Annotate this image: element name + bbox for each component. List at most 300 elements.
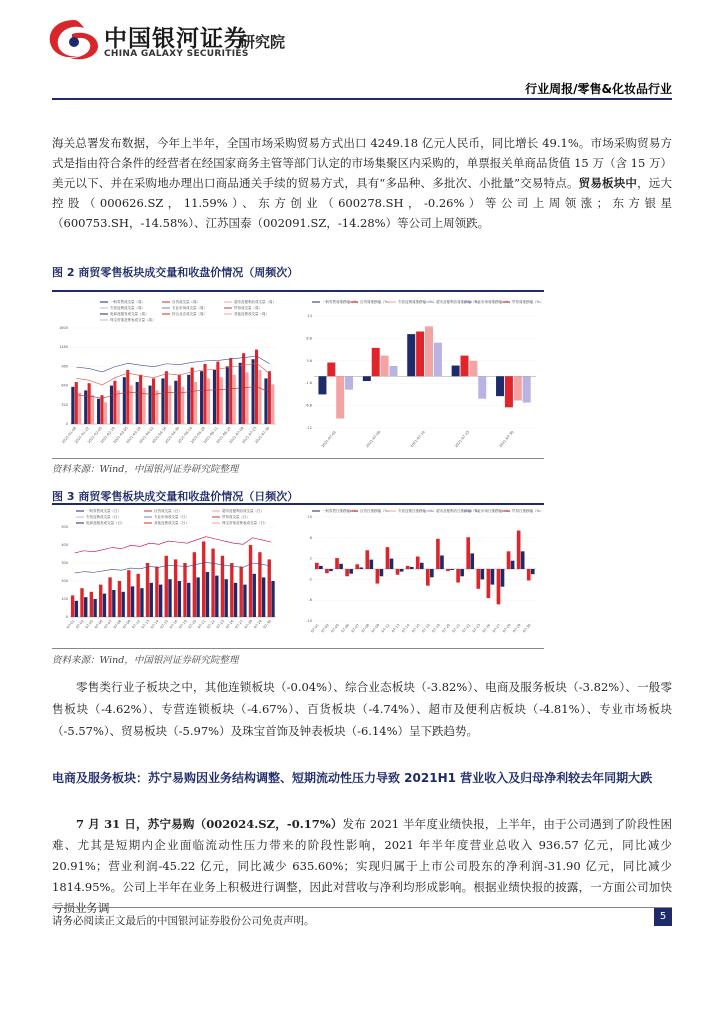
fig3-right-bar [446,569,450,571]
fig3-left-y-tick: 500 [61,525,68,529]
fig3-right-bar [476,569,480,589]
fig3-right-bar [501,569,505,587]
brand-subtitle: 研究院 [240,33,286,51]
fig2-left-bar [126,370,129,424]
paragraph-suning-lead: 7 月 31 日，苏宁易购（002024.SZ，-0.17%） [76,817,343,831]
header-divider [52,98,672,100]
fig3-left-x-tick: 07-30 [262,619,273,630]
fig3-right-legend-label: 专业市场日涨跌幅（%） [474,509,513,514]
fig3-left-x-tick: 07-28 [243,619,254,630]
fig3-left-legend-label: 专营连锁成交量（日） [86,515,121,520]
fig2-right-bar [345,376,353,389]
fig2-right-bar [523,376,531,402]
fig2-right-legend-label: 超市及便利店周涨跌幅（%） [436,300,482,305]
fig2-left-x-tick: 2021-06-11 [202,426,219,445]
fig3-left-bar [202,541,205,617]
fig2-left-bar [268,371,271,424]
fig3-left-x-tick: 07-27 [234,619,244,630]
fig3-right-bar [345,569,349,576]
fig3-right-bar [430,569,434,577]
fig2-right-x-tick: 2021-07-09 [365,430,382,449]
fig3-right-x-tick: 07-22 [461,623,472,634]
fig3-left-legend-label: 百货成交量（日） [154,509,182,514]
fig2-left-bar [213,370,216,424]
fig3-left-x-tick: 07-29 [253,619,263,630]
fig3-left-bar [253,574,256,617]
fig3-left-bar [225,579,228,617]
fig2-left-bar [216,362,219,424]
fig3-right-y-tick: -6 [308,598,312,603]
fig3-right-bar [460,569,464,576]
fig2-left-y-tick: 1600 [59,326,68,330]
fig2-left-legend-label: 贸易成交量（周） [234,306,262,311]
fig2-left-legend-label: 专业市场成交量（周） [172,306,207,311]
fig2-right-y-tick: -1.6 [305,381,312,386]
brand-name: 中国银河证券 [104,26,248,52]
fig2-left-bar [123,377,126,424]
fig2-left-bar [139,375,142,424]
fig2-left-bar [91,395,94,424]
fig2-left-legend-label: 综合业态成交量（周） [172,312,207,317]
fig2-right-y-tick: -12 [306,426,312,430]
fig2-right-y-tick: 3.6 [306,358,312,363]
fig2-left-y-tick: 1280 [59,345,68,350]
fig3-right-x-tick: 07-30 [522,623,532,634]
fig3-left-bar [243,585,246,617]
fig2-left-legend-label: 其他连锁成交量（周） [234,312,269,317]
fig3-left-bar [215,576,218,617]
paragraph-trade-text-a: 海关总署发布数据，今年上半年，全国市场采购贸易方式出口 4249.18 亿元人民币，同比增长 49.1%。市场采购贸易方式是指由符合条件的经营者在经国家商务主管等部门认定的市场集聚区内采购的，单票报关单商品货值 15 万（含 15 万）美元以下、并在采购地办理出口商品通关手续的贸易方式，具有“多品种、多批次、小批量”交易特点。 [52,136,672,190]
fig2-left-x-tick: 2021-04-16 [151,426,168,445]
paragraph-subsectors: 零售类行业子板块之中，其他连锁板块（-0.04%）、综合业态板块（-3.82%）、电商及服务板块（-3.82%）、一般零售板块（-4.62%）、专营连锁板块（-4.67%）、百货板块（-4.74%）、超市及便利店板块（-4.81%）、专业市场板块（-5.57%）、贸易板块（-5.97%）及珠宝首饰及钟表板块（-6.14%）呈下跌趋势。 [52,680,672,738]
fig3-right-x-tick: 07-08 [360,623,371,634]
fig3-right-y-tick: 10 [307,515,312,519]
fig2-right-legend-label: 贸易周涨跌幅（%） [512,300,544,305]
fig2-left-bar [88,383,91,424]
fig2-left-bar [152,378,155,424]
fig3-right-x-tick: 07-27 [491,623,502,634]
fig3-left-bar [80,588,83,617]
fig2-left-chart [56,298,294,454]
fig3-left-legend-label: 珠宝首饰及钟表成交量（日） [222,521,268,526]
fig3-left-legend-label: 其他连锁成交量（日） [154,521,189,526]
fig2-left-bar [194,382,197,424]
fig3-left-bar [122,592,125,617]
fig3-right-bar [527,569,531,580]
fig2-right-bar [505,376,513,407]
fig3-left-bar [234,583,237,617]
fig3-right-legend-label: 贸易日涨跌幅（%） [512,509,544,514]
fig2-right-legend-label: 专业市场周涨跌幅（%） [474,300,513,305]
fig3-left-bar [174,559,177,617]
section-heading: 电商及服务板块：苏宁易购因业务结构调整、短期流动性压力导致 2021H1 营业收入及归母净利较去年同期大跌 [52,771,653,785]
fig3-right-bar [406,566,410,569]
fig3-right-y-tick: -2 [308,577,312,582]
fig2-left-x-tick: 2021-04-02 [138,426,155,445]
fig3-left-x-tick: 07-19 [178,619,188,630]
fig3-left-bar [108,577,111,617]
fig3-right-bar [329,569,333,571]
fig3-left-bar [178,581,181,617]
fig3-right-y-tick: 2 [309,556,312,561]
fig3-right-bar [521,551,525,569]
fig3-left-bar [183,563,186,617]
fig2-right-legend-label: 一般零售周涨跌幅（%） [322,300,361,305]
fig3-right-x-tick: 07-16 [421,623,431,634]
fig3-left-bar [118,581,121,617]
fig2-left-x-tick: 2021-02-19 [99,426,116,445]
fig3-right-legend-label: 百货日涨跌幅（%） [360,509,392,514]
fig2-left-x-tick: 2021-03-05 [112,426,129,445]
fig3-right-bar [370,560,374,569]
fig2-left-bar [226,366,229,424]
fig3-left-bar [75,601,78,617]
fig2-right-bar [336,376,344,418]
fig3-left-bar [71,595,74,617]
fig2-left-bar [200,371,203,424]
fig3-left-bar [150,583,153,617]
fig3-right-bar [440,555,444,569]
fig3-right-x-tick: 07-21 [451,623,462,634]
fig3-right-y-tick: -10 [306,619,312,623]
fig3-left-bar [99,585,102,617]
fig3-left-x-tick: 07-12 [131,619,141,630]
fig3-left-bar [262,577,265,617]
fig2-right-y-tick: 8.8 [306,336,312,341]
fig3-right-bar [380,569,384,576]
fig3-left-y-tick: 100 [61,597,68,601]
fig3-left-bar [230,563,233,617]
fig3-right-bar [426,569,430,586]
fig3-right-bar [450,569,454,570]
figure2-source: 资料来源：Wind，中国银河证券研究院整理 [52,464,239,475]
fig3-left-bar [159,585,162,617]
fig3-left-x-tick: 07-02 [75,619,85,630]
fig2-left-bar [258,370,261,424]
fig3-right-bar [335,558,339,569]
fig3-right-x-tick: 07-26 [481,623,492,634]
fig3-right-bar [400,569,404,572]
figure2-bottom-rule [52,458,544,459]
fig2-left-bar [136,382,139,424]
fig2-left-bar [97,399,100,424]
fig3-left-bar [136,574,139,617]
fig2-left-legend-label: 超市及便利店成交量（周） [234,300,276,305]
fig3-right-x-tick: 07-13 [390,623,401,634]
fig3-right-bar [349,569,353,574]
fig3-left-x-tick: 07-06 [93,619,104,630]
fig3-right-bar [491,569,495,585]
fig3-left-bar [168,579,171,617]
fig2-left-bar [78,393,81,424]
fig2-left-bar [246,372,249,424]
fig3-left-y-tick: 200 [61,579,68,583]
footer-divider [52,907,672,908]
fig3-right-bar [386,547,390,569]
fig3-left-legend-label: 贸易成交量（日） [222,515,250,520]
fig3-right-bar [355,564,359,569]
fig3-right-bar [470,553,474,569]
fig2-left-bar [191,368,194,424]
paragraph-suning-text: 发布 2021 半年度业绩快报，上半年，由于公司遇到了阶段性困难、尤其是短期内企业面临流动性压力带来的阶段性影响，2021 年半年度营业总收入 936.57 亿元，同比减少 20.91%；营业利润-45.22 亿元，同比减少 635.60%；实现归属于上市公司股东的净利润-31.90 亿元，同比减少 1814.95%。公司上半年在业务上积极进行调整，因此对营收与净利均形成影响。根据业绩快报的披露，一方面公司加快亏损业务调 [52,817,673,915]
fig3-left-x-tick: 07-01 [65,619,76,630]
fig3-left-x-tick: 07-26 [225,619,235,630]
fig2-left-x-tick: 2021-07-09 [228,426,245,445]
fig3-right-bar [517,531,521,569]
fig2-left-bar [271,384,274,424]
fig2-right-bar [318,376,326,394]
fig3-right-x-tick: 07-02 [320,623,330,634]
fig3-right-bar [436,539,440,569]
figure3-source: 资料来源：Wind，中国银河证券研究院整理 [52,655,239,666]
fig3-left-bar [196,577,199,617]
fig2-left-bar [110,386,113,424]
fig2-left-y-tick: 0 [65,422,68,426]
fig3-right-x-tick: 07-23 [471,623,482,634]
fig3-left-x-tick: 07-08 [112,619,123,630]
fig3-right-x-tick: 07-15 [411,623,421,634]
fig2-left-bar [203,364,206,424]
figure2-title: 图 2 商贸零售板块成交量和收盘价情况（周频次） [52,266,299,279]
fig2-right-bar [478,376,486,398]
fig3-right-bar [410,567,414,569]
fig2-right-bar [416,332,424,377]
fig2-right-bar [381,356,389,377]
fig3-right-legend-label: 一般零售日涨跌幅（%） [322,509,361,514]
fig3-left-bar [239,567,242,617]
fig2-left-bar [168,386,171,424]
fig3-left-bar [258,552,261,617]
fig3-right-bar [531,569,535,574]
fig3-left-x-tick: 07-14 [150,619,160,630]
fig2-right-bar [514,376,522,400]
fig2-left-x-tick: 2021-07-23 [241,426,258,445]
paragraph-suning [52,814,672,919]
fig3-left-bar [271,581,274,617]
fig3-left-bar [165,556,168,617]
fig3-left-x-tick: 07-15 [159,619,170,630]
fig2-right-bar [327,363,335,377]
fig3-left-chart [56,507,294,643]
fig3-right-bar [365,550,369,569]
fig3-left-x-tick: 07-16 [168,619,179,630]
fig2-left-bar [130,386,133,424]
page-number: 5 [654,908,672,926]
fig3-left-x-tick: 07-22 [206,619,216,630]
fig2-left-bar [264,378,267,424]
fig3-right-x-tick: 07-12 [380,623,391,634]
galaxy-logo-icon [44,14,104,64]
fig3-left-bar [131,586,134,617]
fig3-right-bar [339,564,343,569]
fig3-left-legend-label: 超市及便利店成交量（日） [222,509,264,514]
fig2-left-bar [71,387,74,424]
fig3-right-x-tick: 07-01 [310,623,320,634]
report-type: 行业周报/零售&化妆品行业 [525,82,672,96]
fig3-left-bar [84,597,87,617]
fig3-left-y-tick: 0 [65,615,68,619]
fig3-right-x-tick: 07-20 [441,623,451,634]
fig3-left-bar [93,599,96,617]
figure3-top-rule [52,503,544,505]
figure3-title: 图 3 商贸零售板块成交量和收盘价情况（日频次） [52,490,299,503]
fig3-left-x-tick: 07-05 [84,619,95,630]
fig2-left-bar [174,381,177,424]
fig2-left-bar [252,359,255,424]
fig3-right-x-tick: 07-28 [501,623,512,634]
fig2-left-bar [75,382,78,424]
fig2-right-bar [389,366,397,376]
fig3-right-bar [416,557,420,569]
fig3-right-bar [466,537,470,569]
fig2-right-x-tick: 2021-07-02 [320,430,337,449]
fig2-left-bar [165,371,168,424]
fig2-left-bar [220,377,223,424]
fig3-left-y-tick: 400 [61,543,68,547]
fig2-left-bar [229,358,232,424]
fig3-left-y-tick: 300 [61,561,68,565]
paragraph-trade-keyword: 贸易板块中 [578,176,638,190]
fig3-left-legend-label: 电商及服务成交量（日） [86,521,125,526]
fig2-right-bar [496,376,504,396]
fig3-left-bar [193,552,196,617]
paragraph-trade-text-b: ，远大控股（000626.SZ，11.59%）、东方创业（600278.SH，-0.26%）等公司上周领涨；东方银星（600753.SH，-14.58%）、江苏国泰（002091.SZ，-14.28%）等公司上周领跌。 [52,176,672,230]
fig3-right-x-tick: 07-06 [340,623,351,634]
fig3-left-bar [249,545,252,617]
paragraph-trade [52,133,672,233]
fig3-right-legend-label: 专营连锁日涨跌幅（%） [398,509,437,514]
fig2-left-bar [113,381,116,424]
fig2-left-x-tick: 2021-01-22 [73,426,91,445]
fig3-left-bar [155,567,158,617]
fig2-left-bar [233,375,236,424]
fig2-left-bar [239,363,242,424]
fig3-right-x-tick: 07-05 [330,623,340,634]
fig2-left-y-tick: 960 [61,364,68,369]
fig2-left-legend-label: 电商及服务成交量（周） [110,312,149,317]
figure2-top-rule [52,290,544,292]
fig3-left-legend-label: 专业市场成交量（日） [154,515,189,520]
figure3-bottom-rule [52,648,544,649]
fig3-right-bar [487,569,491,598]
fig3-right-bar [319,566,323,569]
fig3-right-y-tick: 6 [309,535,312,540]
fig3-right-x-tick: 07-14 [401,623,411,634]
fig3-right-bar [376,569,380,584]
fig2-left-bar [117,390,120,424]
fig3-right-bar [481,569,485,579]
fig2-left-x-tick: 2021-03-19 [125,426,142,445]
fig2-right-bar [372,348,380,376]
fig3-right-bar [497,569,501,604]
fig2-left-bar [207,378,210,424]
fig2-left-bar [155,390,158,424]
fig2-left-x-tick: 2021-06-25 [215,426,232,445]
fig3-right-bar [456,569,460,583]
fig2-left-y-tick: 640 [61,383,68,388]
brand-english: CHINA GALAXY SECURITIES [104,49,249,59]
footer-disclaimer: 请务必阅读正文最后的中国银河证券股份公司免责声明。 [52,915,315,927]
fig3-left-bar [103,594,106,617]
fig2-left-x-tick: 2021-04-30 [164,426,181,445]
fig2-right-x-tick: 2021-07-30 [498,430,515,449]
fig3-left-bar [90,592,93,617]
fig3-left-legend-label: 一般零售成交量（日） [86,509,121,514]
fig3-left-bar [268,559,271,617]
fig2-left-bar [242,353,245,424]
fig3-right-x-tick: 07-07 [350,623,361,634]
fig3-right-legend-label: 超市及便利店日涨跌幅（%） [436,509,482,514]
fig3-right-bar [325,569,329,573]
fig2-right-legend-label: 专营连锁周涨跌幅（%） [398,300,437,305]
fig3-right-bar [315,563,319,569]
fig2-left-x-tick: 2021-07-30 [254,426,271,445]
fig3-right-chart [300,507,544,643]
fig3-right-bar [420,563,424,569]
fig3-left-bar [127,570,130,617]
fig2-right-bar [407,334,415,376]
fig2-left-x-tick: 2021-05-28 [189,426,206,445]
fig3-left-x-tick: 07-20 [187,619,198,630]
fig2-right-bar [461,356,469,377]
fig3-right-bar [390,559,394,569]
fig3-left-bar [206,572,209,617]
fig3-right-bar [396,569,400,575]
fig2-right-bar [425,326,433,376]
fig3-left-x-tick: 07-09 [122,619,132,630]
fig2-right-bar [469,361,477,377]
fig3-left-bar [211,549,214,617]
fig2-right-y-tick: -6.8 [305,403,312,408]
fig3-right-bar [507,551,511,569]
fig3-right-bar [511,561,515,569]
fig3-left-bar [187,583,190,617]
fig2-right-bar [363,376,371,381]
fig2-left-bar [104,402,107,424]
fig3-left-bar [112,590,115,617]
fig2-right-legend-label: 百货周涨跌幅（%） [360,300,392,305]
fig2-left-legend-label: 百货成交量（周） [172,300,200,305]
fig3-left-x-tick: 07-13 [140,619,151,630]
fig2-right-chart [300,298,544,454]
fig2-right-y-tick: 14 [307,314,312,318]
fig2-left-bar [161,378,164,424]
fig2-left-legend-label: 珠宝首饰及钟表成交量（周） [110,318,156,323]
fig3-right-x-tick: 07-19 [431,623,441,634]
fig3-right-x-tick: 07-29 [512,623,522,634]
fig3-left-x-tick: 07-21 [196,619,207,630]
fig3-right-bar [359,567,363,569]
fig2-left-bar [100,395,103,424]
fig2-right-x-tick: 2021-07-23 [454,430,471,449]
fig3-left-bar [140,588,143,617]
fig2-left-bar [178,375,181,424]
fig2-left-x-tick: 2021-02-05 [86,426,103,445]
fig2-left-x-tick: 2021-05-14 [176,426,194,445]
fig2-right-bar [434,343,442,377]
fig2-right-bar [452,366,460,377]
fig3-left-x-tick: 07-07 [103,619,113,630]
fig2-left-bar [149,386,152,424]
fig3-left-bar [146,563,149,617]
fig2-left-bar [187,375,190,424]
fig3-left-x-tick: 07-23 [215,619,226,630]
fig3-right-x-tick: 07-09 [370,623,381,634]
fig2-left-legend-label: 专营连锁成交量（周） [110,306,145,311]
fig2-right-x-tick: 2021-07-16 [409,430,426,449]
fig2-left-legend-label: 一般零售成交量（周） [110,300,145,305]
fig2-left-x-tick: 2021-01-08 [61,426,78,445]
